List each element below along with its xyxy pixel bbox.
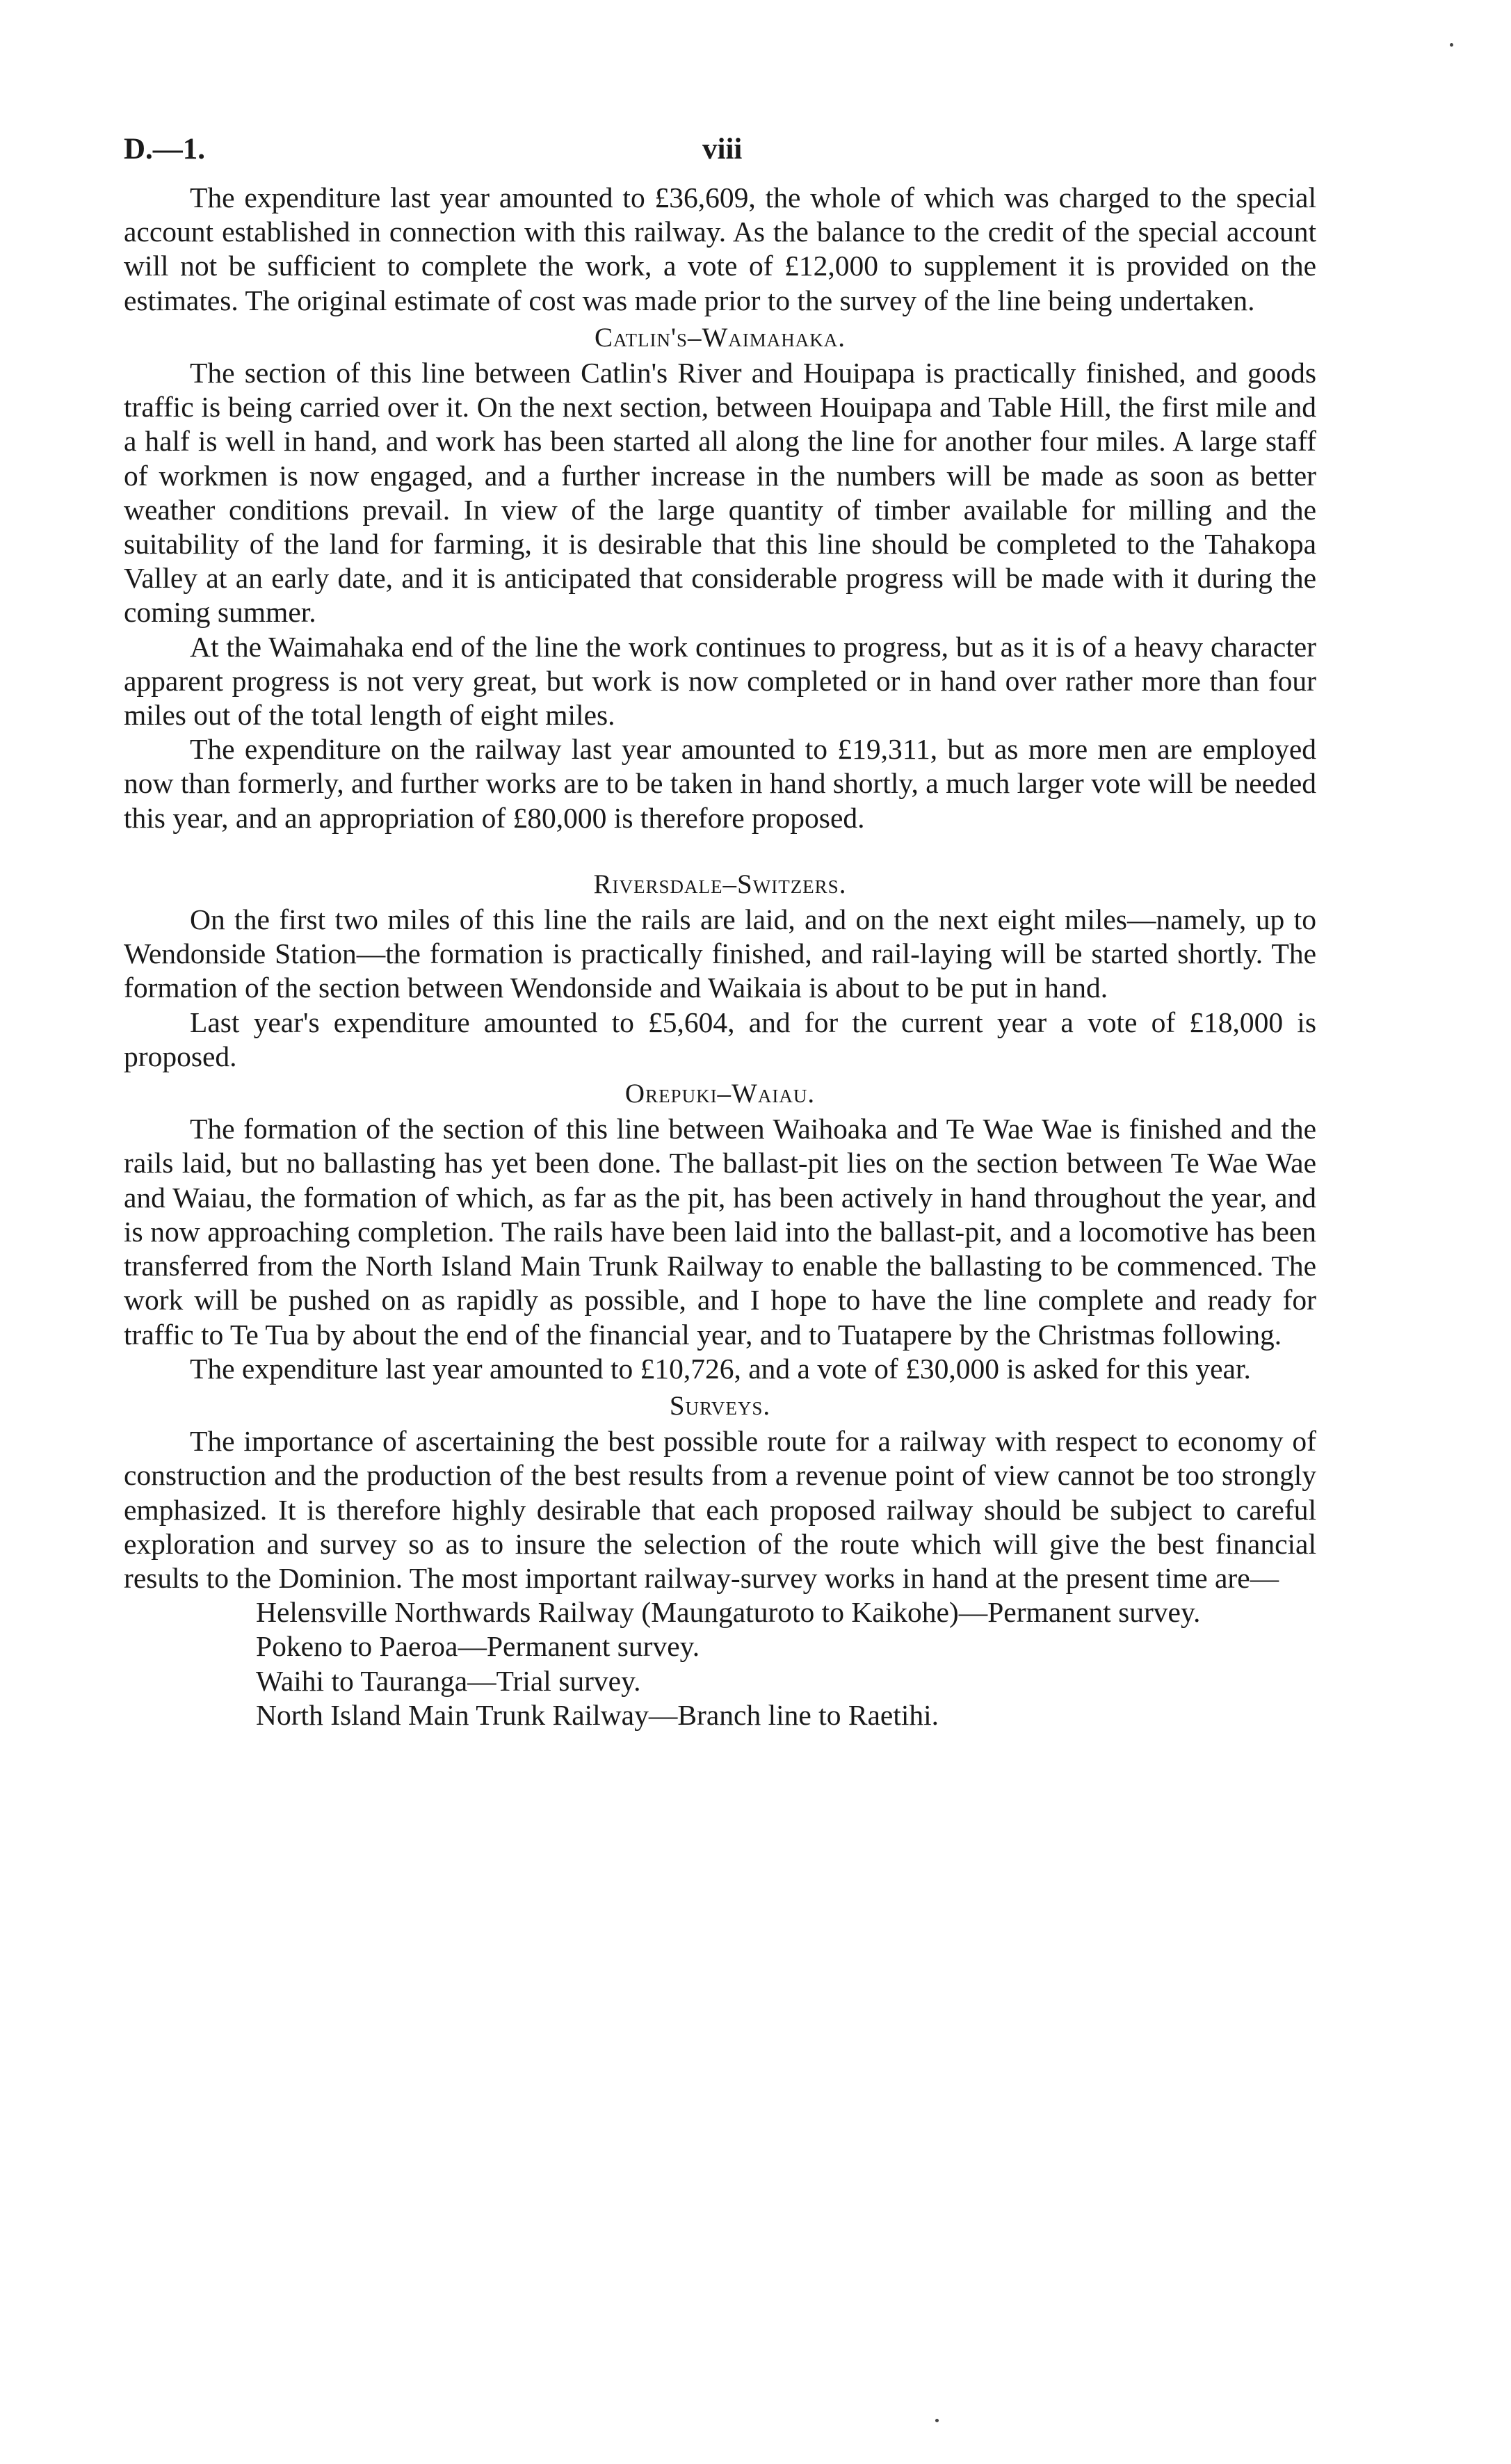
section-heading-catlins-waimahaka: Catlin's–Waimahaka. [594,322,846,353]
paragraph: On the first two miles of this line the rails are laid, and on the next eight miles—namely, up to Wendonside Station—the formation is practically finished, and rail-laying will be started shortly. The formation of the section between Wendonside and Waikaia is about to be put in hand. [124,903,1316,1004]
page-number: viii [702,133,743,166]
section-heading-surveys: Surveys. [669,1390,771,1421]
paragraph: The expenditure last year amounted to £10,726, and a vote of £30,000 is asked for this year. [190,1352,1251,1385]
document-reference: D.—1. [124,133,206,166]
list-item: Waihi to Tauranga—Trial survey. [256,1664,641,1697]
survey-works-list [124,1595,1316,1732]
section-heading-orepuki-waiau: Orepuki–Waiau. [624,1079,816,1109]
list-item: Pokeno to Paeroa—Permanent survey. [256,1630,700,1663]
paragraph: At the Waimahaka end of the line the work continues to progress, but as it is of a heavy character apparent progress is not very great, but work is now completed or in hand over rather more than four miles out of the total length of eight miles. [124,630,1316,732]
paragraph: Last year's expenditure amounted to £5,604, and for the current year a vote of £18,000 is proposed. [124,1006,1316,1072]
scan-speck [1450,43,1453,47]
page-header [124,132,1316,181]
section-heading-riversdale-switzers: Riversdale–Switzers. [593,869,847,899]
intro-paragraph: The expenditure last year amounted to £36,609, the whole of which was charged to the special account established in connection with this railway. As the balance to the credit of the special account will not be sufficient to complete the work, a vote of £12,000 to supplement it is provided on the estimates. The original estimate of cost was made prior to the survey of the line being undertaken. [124,182,1316,316]
paragraph: The formation of the section of this line between Waihoaka and Te Wae Wae is finished and the rails laid, but no ballasting has yet been done. The ballast-pit lies on the section between Te Wae Wae and Waiau, the formation of which, as far as the pit, has been actively in hand throughout the year, and is now approaching completion. The rails have been laid into the ballast-pit, and a locomotive has been transferred from the North Island Main Trunk Railway to enable the ballasting to be commenced. The work will be pushed on as rapidly as possible, and I hope to have the line complete and ready for traffic to Te Tua by about the end of the financial year, and to Tuatapere by the Christmas following. [124,1113,1316,1351]
scan-speck [935,2419,939,2422]
document-body [124,181,1316,1732]
list-item: North Island Main Trunk Railway—Branch line to Raetihi. [256,1698,939,1731]
paragraph: The section of this line between Catlin's River and Houipapa is practically finished, and goods traffic is being carried over it. On the next section, between Houipapa and Table Hill, the first mile and a half is well in hand, and work has been started all along the line for another four miles. A large staff of workmen is now engaged, and a further increase in the numbers will be made as soon as better weather conditions prevail. In view of the large quantity of timber available for milling and the suitability of the land for farming, it is desirable that this line should be completed to the Tahakopa Valley at an early date, and it is anticipated that considerable progress will be made with it during the coming summer. [124,357,1316,629]
list-item: Helensville Northwards Railway (Maungaturoto to Kaikohe)—Permanent survey. [256,1596,1201,1629]
document-page [124,132,1316,1732]
paragraph: The expenditure on the railway last year amounted to £19,311, but as more men are employed now than formerly, and further works are to be taken in hand shortly, a much larger vote will be needed this year, and an appropriation of £80,000 is therefore proposed. [124,733,1316,834]
paragraph: The importance of ascertaining the best possible route for a railway with respect to economy of construction and the production of the best results from a revenue point of view cannot be too strongly emphasized. It is therefore highly desirable that each proposed railway should be subject to careful exploration and survey so as to insure the selection of the route which will give the best financial results to the Dominion. The most important railway-survey works in hand at the present time are— [124,1425,1316,1594]
